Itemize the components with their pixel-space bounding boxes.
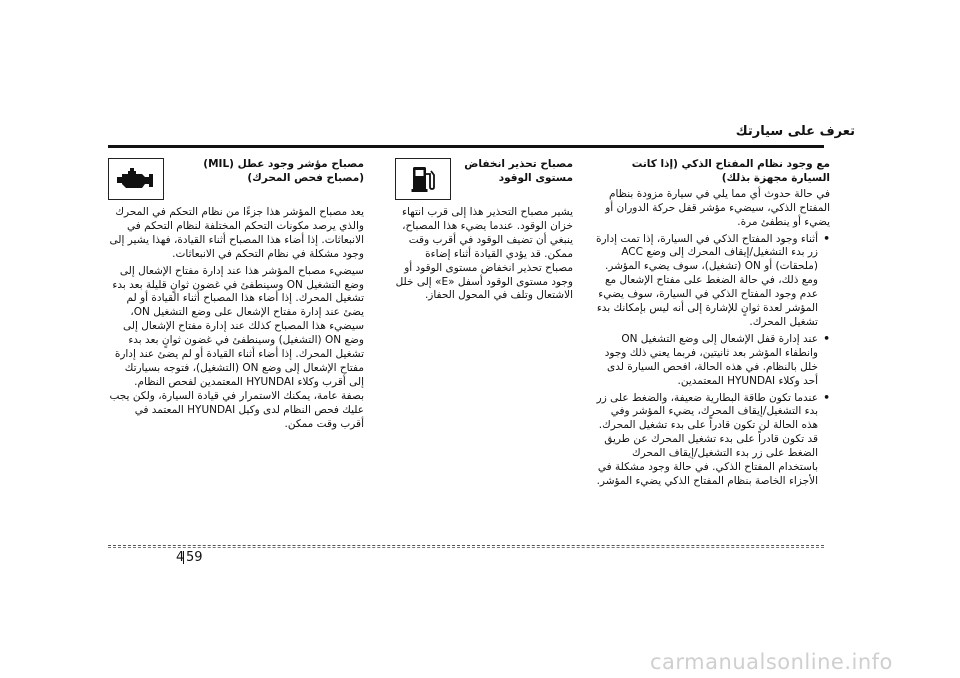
watermark: carmanualsonline.info xyxy=(650,650,893,674)
column-mil xyxy=(108,158,364,435)
footer-rule-secondary xyxy=(108,547,824,548)
mil-paragraph: سيضيء مصباح المؤشر هذا عند إدارة مفتاح الإشعال إلى وضع التشغيل ON وسينطفئ في غضون ثوانٍ قليلة بعد بدء تشغيل المحرك. إذا أضاء هذا المصباح أثناء القيادة أو لم يضئ عند إدارة مفتاح الإشعال على وضع التشغيل ON، سيضيء هذا المصباح كذلك عند إدارة مفتاح الإشعال إلى وضع ON (التشغيل) وسينطفئ في غضون ثوانٍ بعد بدء تشغيل المحرك. إذا أضاء أثناء القيادة أو لم يضئ عند إدارة مفتاح الإشعال إلى وضع ON (التشغيل)، فتوجه بسيارتك إلى أقرب وكلاء HYUNDAI المعتمدين لفحص النظام. بصفة عامة، يمكنك الاستمرار في قيادة السيارة، ولكن يجب عليك فحص النظام لدى وكيل HYUNDAI المعتمد في أقرب وقت ممكن. xyxy=(109,264,364,430)
column-smart-key xyxy=(595,158,830,492)
check-engine-icon xyxy=(108,158,164,200)
smart-key-intro: في حالة حدوث أي مما يلي في سيارة مزودة بنظام المفتاح الذكي، سيضيء مؤشر قفل حركة الدوران أو يضيء أو ينطفئ مرة. xyxy=(605,187,830,228)
page-number: 59 xyxy=(186,550,203,565)
smart-key-bullet: • أثناء وجود المفتاح الذكي في السيارة، إذا تمت إدارة زر بدء التشغيل/إيقاف المحرك إلى وضع ACC (ملحقات) أو ON (تشغيل)، سوف يضيء المؤشر. ومع ذلك، في حالة الضغط على مفتاح الإشعال مع عدم وجود المفتاح الذكي في السيارة، سوف يضيء المؤشر لعدة ثوانٍ للإشارة إلى أنه ليس بإمكانك بدء تشغيل المحرك. xyxy=(595,233,830,330)
fuel-pump-icon xyxy=(395,158,451,200)
smart-key-bullet: • عند إدارة قفل الإشعال إلى وضع التشغيل ON وانطفاء المؤشر بعد ثانيتين، فربما يعني ذلك وجود خلل بالنظام. في هذه الحالة، افحص السيارة لدى أحد وكلاء HYUNDAI المعتمدين. xyxy=(595,333,830,389)
mil-header xyxy=(108,158,364,200)
header-rule xyxy=(108,145,824,148)
smart-key-bullet: • عندما تكون طاقة البطارية ضعيفة، والضغط على زر بدء التشغيل/إيقاف المحرك، يضيء المؤشر وفي هذه الحالة لن تكون قادراً على بدء تشغيل المحرك. قد تكون قادراً على بدء تشغيل المحرك عن طريق الضغط على زر بدء التشغيل/إيقاف المحرك باستخدام المفتاح الذكي. في حالة وجود مشكلة في الأجزاء الخاصة بنظام المفتاح الذكي يضيء المؤشر. xyxy=(595,392,830,489)
mil-paragraph: يعد مصباح المؤشر هذا جزءًا من نظام التحكم في المحرك والذي يرصد مكونات التحكم المختلفة لنظام التحكم في الانبعاثات. إذا أضاء هذا المصباح أثناء القيادة، فهذا يشير إلى وجود مشكلة في نظام التحكم في الانبعاثات. xyxy=(109,206,364,260)
section-number: 4 xyxy=(176,550,185,565)
column-low-fuel xyxy=(395,158,573,306)
page-header-title: تعرف على سيارتك xyxy=(735,124,855,139)
mil-heading: مصباح مؤشر وجود عطل (MIL) (مصباح فحص المحرك) xyxy=(203,158,364,184)
low-fuel-header xyxy=(395,158,573,200)
footer-rule xyxy=(108,545,824,546)
low-fuel-text: يشير مصباح التحذير هذا إلى قرب انتهاء خزان الوقود. عندما يضيء هذا المصباح، ينبغي أن تضيف الوقود في أقرب وقت ممكن. قد يؤدي القيادة أثناء إضاءة مصباح تحذير انخفاض مستوى الوقود أو وجود مستوى الوقود أسفل «E» إلى خلل الاشتعال وتلف في المحول الحفاز. xyxy=(395,206,573,302)
smart-key-bullets xyxy=(595,233,830,489)
low-fuel-heading: مصباح تحذير انخفاض مستوى الوقود xyxy=(464,158,573,184)
smart-key-heading: مع وجود نظام المفتاح الذكي (إذا كانت السيارة مجهزة بذلك) xyxy=(631,158,830,184)
